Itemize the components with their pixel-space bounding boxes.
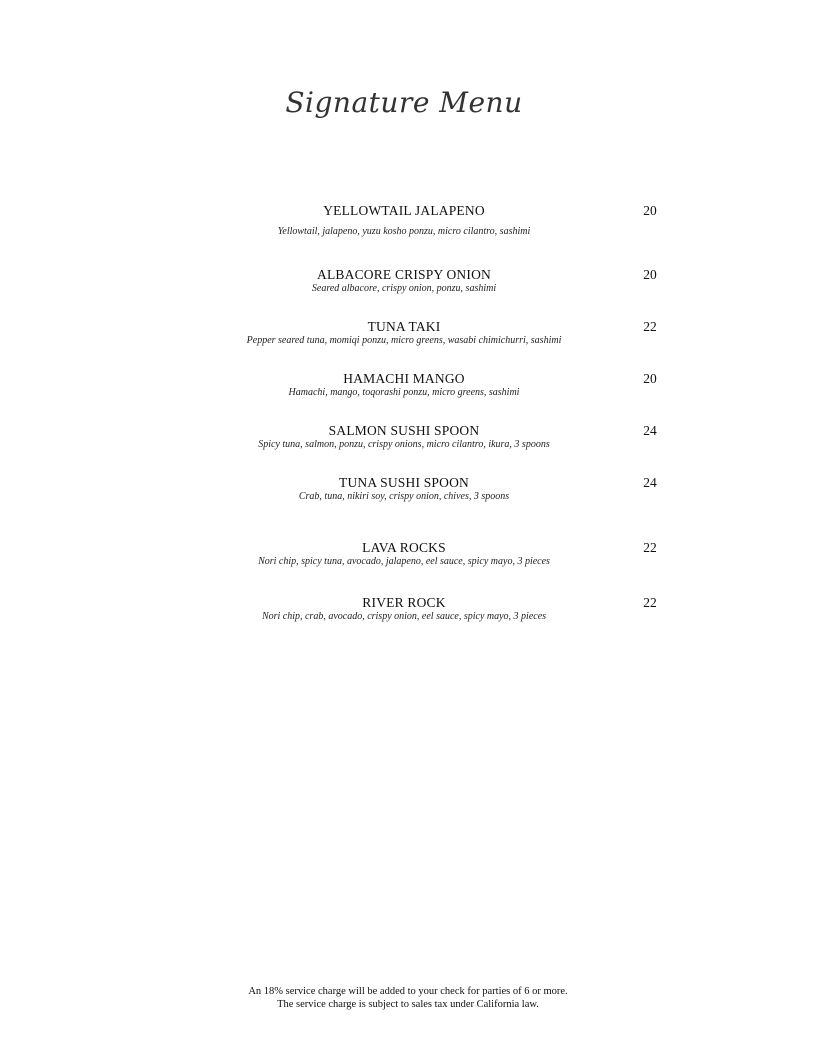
menu-item-description: Crab, tuna, nikiri soy, crispy onion, chives, 3 spoons <box>298 491 510 502</box>
service-charge-line-2: The service charge is subject to sales tax under California law. <box>277 999 539 1010</box>
service-charge-line-1: An 18% service charge will be added to your check for parties of 6 or more. <box>248 986 568 997</box>
menu-item-tuna-taki <box>0 319 816 359</box>
menu-item-name: HAMACHI MANGO <box>343 371 465 386</box>
menu-item-hamachi-mango <box>0 371 816 411</box>
menu-item-yellowtail-jalapeno <box>0 203 816 243</box>
menu-item-name: TUNA TAKI <box>367 319 441 334</box>
menu-item-river-rock <box>0 595 816 635</box>
menu-item-price: 20 <box>643 267 657 282</box>
menu-item-price: 20 <box>643 371 657 386</box>
service-charge-note <box>0 985 816 1011</box>
menu-item-description: Hamachi, mango, toqorashi ponzu, micro greens, sashimi <box>288 387 520 398</box>
menu-item-price: 22 <box>643 540 657 555</box>
menu-item-description: Spicy tuna, salmon, ponzu, crispy onions, micro cilantro, ikura, 3 spoons <box>258 439 550 450</box>
menu-item-albacore-crispy-onion <box>0 267 816 307</box>
page-title: Signature Menu <box>285 86 523 119</box>
menu-item-tuna-sushi-spoon <box>0 475 816 515</box>
menu-item-name: YELLOWTAIL JALAPENO <box>323 203 485 218</box>
menu-item-name: RIVER ROCK <box>362 595 446 610</box>
menu-item-description: Yellowtail, jalapeno, yuzu kosho ponzu, micro cilantro, sashimi <box>277 226 531 237</box>
menu-item-lava-rocks <box>0 540 816 580</box>
menu-item-description: Seared albacore, crispy onion, ponzu, sashimi <box>311 283 497 294</box>
menu-item-description: Pepper seared tuna, momiqi ponzu, micro greens, wasabi chimichurri, sashimi <box>246 335 562 346</box>
menu-item-price: 22 <box>643 319 657 334</box>
menu-item-name: LAVA ROCKS <box>362 540 446 555</box>
menu-item-price: 20 <box>643 203 657 218</box>
menu-item-price: 24 <box>643 475 657 490</box>
menu-item-description: Nori chip, spicy tuna, avocado, jalapeno, eel sauce, spicy mayo, 3 pieces <box>258 556 550 567</box>
menu-item-name: SALMON SUSHI SPOON <box>328 423 480 438</box>
menu-item-description: Nori chip, crab, avocado, crispy onion, eel sauce, spicy mayo, 3 pieces <box>261 611 547 622</box>
menu-item-price: 22 <box>643 595 657 610</box>
menu-item-salmon-sushi-spoon <box>0 423 816 463</box>
menu-item-name: TUNA SUSHI SPOON <box>339 475 469 490</box>
menu-item-name: ALBACORE CRISPY ONION <box>317 267 491 282</box>
menu-item-price: 24 <box>643 423 657 438</box>
